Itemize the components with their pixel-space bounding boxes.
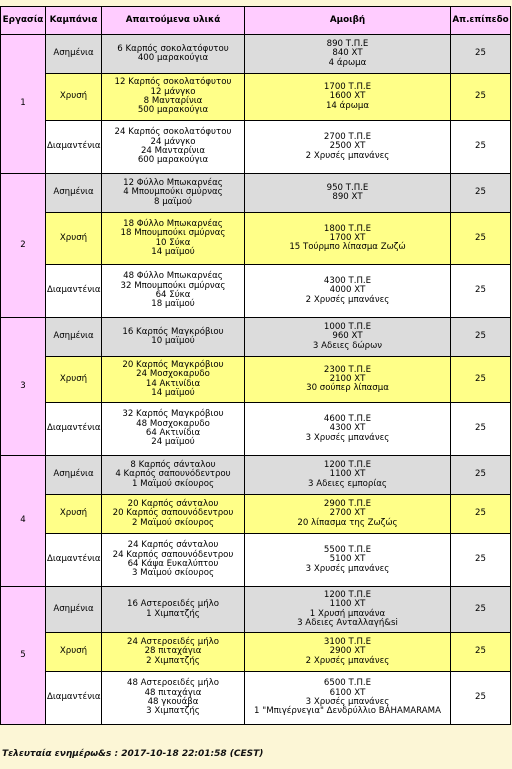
material-line: 28 πιταχάγια bbox=[144, 646, 202, 657]
material-line: 64 Κάψα Ευκαλύπτου bbox=[127, 559, 219, 569]
header-level: Απ.επίπεδο bbox=[451, 7, 511, 35]
level-cell: 25 bbox=[451, 357, 511, 403]
level-cell: 25 bbox=[451, 265, 511, 318]
reward-cell bbox=[245, 633, 451, 672]
material-line: 48 γκουάβα bbox=[147, 697, 199, 707]
reward-cell bbox=[245, 265, 451, 318]
materials-cell bbox=[102, 456, 245, 495]
level-cell: 25 bbox=[451, 213, 511, 265]
task-number: 3 bbox=[1, 318, 46, 456]
reward-cell bbox=[245, 672, 451, 725]
material-line: 24 Αστεροειδές μήλο bbox=[126, 637, 219, 648]
table-row bbox=[1, 672, 511, 725]
level-cell: 25 bbox=[451, 534, 511, 587]
table-row bbox=[1, 587, 511, 633]
reward-line: 3 Χρυσές μπανάνες bbox=[305, 432, 390, 443]
table-row bbox=[1, 403, 511, 456]
table-row bbox=[1, 495, 511, 534]
reward-line: 1200 Τ.Π.Ε bbox=[323, 589, 372, 600]
reward-cell bbox=[245, 121, 451, 174]
material-line: 12 μάνγκο bbox=[150, 86, 196, 97]
reward-cell bbox=[245, 456, 451, 495]
level-cell: 25 bbox=[451, 318, 511, 357]
reward-cell bbox=[245, 403, 451, 456]
table-row bbox=[1, 213, 511, 265]
task-number: 1 bbox=[1, 35, 46, 174]
reward-line: 3 Αδειες δώρων bbox=[312, 340, 383, 351]
reward-line: 2 Χρυσές μπανάνες bbox=[305, 655, 390, 666]
material-line: 24 μαϊμού bbox=[151, 437, 195, 448]
reward-line: 950 Τ.Π.Ε bbox=[326, 182, 369, 193]
reward-cell bbox=[245, 318, 451, 357]
reward-line: 1100 ΧΤ bbox=[329, 599, 366, 610]
material-line: 64 Ακτινίδια bbox=[145, 428, 201, 438]
campaign-cell: Ασημένια bbox=[46, 174, 102, 213]
reward-line: 1000 Τ.Π.Ε bbox=[323, 322, 372, 333]
material-line: 64 Σύκα bbox=[155, 290, 191, 300]
reward-line: 3 Αδειες Ανταλλαγή&si bbox=[297, 617, 398, 628]
level-cell: 25 bbox=[451, 587, 511, 633]
campaign-cell: Διαμαντένια bbox=[46, 534, 102, 587]
material-line: 8 Μανταρίνια bbox=[143, 96, 203, 106]
reward-line: 2500 ΧΤ bbox=[329, 141, 366, 152]
reward-line: 960 ΧΤ bbox=[332, 331, 363, 342]
level-cell: 25 bbox=[451, 174, 511, 213]
campaign-cell: Χρυσή bbox=[46, 495, 102, 534]
table-row bbox=[1, 633, 511, 672]
campaign-cell: Διαμαντένια bbox=[46, 265, 102, 318]
material-line: 24 Καρπός σάνταλου bbox=[127, 540, 219, 551]
material-line: 48 πιταχάγια bbox=[144, 687, 202, 698]
reward-line: 2900 Τ.Π.Ε bbox=[323, 499, 372, 510]
material-line: 18 Μπουμπούκι σμύρνας bbox=[120, 228, 226, 239]
table-row bbox=[1, 318, 511, 357]
material-line: 4 Καρπός σαπουνόδεντρου bbox=[115, 469, 231, 480]
materials-cell bbox=[102, 357, 245, 403]
materials-cell bbox=[102, 213, 245, 265]
reward-cell bbox=[245, 74, 451, 121]
material-line: 32 Μπουμπούκι σμύρνας bbox=[120, 280, 226, 291]
reward-line: 15 Τούρμπο λίπασμα Ζωζώ bbox=[289, 242, 406, 253]
materials-cell bbox=[102, 587, 245, 633]
material-line: 8 Καρπός σάνταλου bbox=[130, 460, 216, 471]
table-row bbox=[1, 456, 511, 495]
material-line: 24 μάνγκο bbox=[150, 136, 196, 147]
table-row bbox=[1, 534, 511, 587]
reward-line: 2900 ΧΤ bbox=[329, 646, 366, 657]
material-line: 14 μαϊμού bbox=[151, 387, 195, 398]
material-line: 3 Μαϊμού σκίουρος bbox=[131, 568, 215, 579]
materials-cell bbox=[102, 318, 245, 357]
materials-cell bbox=[102, 35, 245, 74]
table-row bbox=[1, 74, 511, 121]
reward-line: 1200 Τ.Π.Ε bbox=[323, 460, 372, 471]
campaign-cell: Ασημένια bbox=[46, 587, 102, 633]
reward-line: 4300 ΧΤ bbox=[329, 423, 366, 434]
campaign-cell: Χρυσή bbox=[46, 357, 102, 403]
campaign-cell: Χρυσή bbox=[46, 213, 102, 265]
materials-cell bbox=[102, 672, 245, 725]
material-line: 600 μαρακούγια bbox=[137, 155, 209, 166]
material-line: 24 Μανταρίνια bbox=[140, 146, 206, 156]
materials-cell bbox=[102, 633, 245, 672]
material-line: 48 Φύλλο Μπωκαρνέας bbox=[123, 271, 223, 282]
material-line: 2 Χιμπατζής bbox=[146, 655, 200, 666]
reward-line: 5100 ΧΤ bbox=[329, 554, 366, 565]
table-row bbox=[1, 35, 511, 74]
material-line: 6 Καρπός σοκολατόφυτου bbox=[117, 43, 229, 54]
material-line: 500 μαρακούγια bbox=[137, 105, 209, 116]
table-row bbox=[1, 265, 511, 318]
material-line: 48 Μοσχοκαρυδο bbox=[136, 418, 210, 429]
material-line: 16 Καρπός Μαγκρόβιου bbox=[122, 326, 224, 337]
material-line: 4 Μπουμπούκι σμύρνας bbox=[123, 187, 223, 198]
reward-line: 890 ΧΤ bbox=[332, 192, 363, 202]
reward-line: 4300 Τ.Π.Ε bbox=[323, 276, 372, 287]
quest-table bbox=[0, 6, 511, 725]
material-line: 48 Αστεροειδές μήλο bbox=[126, 678, 219, 689]
material-line: 2 Μαϊμού σκίουρος bbox=[131, 517, 215, 528]
materials-cell bbox=[102, 174, 245, 213]
reward-line: 2700 ΧΤ bbox=[329, 508, 366, 519]
level-cell: 25 bbox=[451, 495, 511, 534]
material-line: 3 Χιμπατζής bbox=[146, 706, 200, 717]
level-cell: 25 bbox=[451, 456, 511, 495]
level-cell: 25 bbox=[451, 74, 511, 121]
campaign-cell: Διαμαντένια bbox=[46, 403, 102, 456]
campaign-cell: Ασημένια bbox=[46, 35, 102, 74]
reward-line: 2 Χρυσές μπανάνες bbox=[305, 150, 390, 161]
materials-cell bbox=[102, 265, 245, 318]
material-line: 18 Φύλλο Μπωκαρνέας bbox=[123, 218, 223, 229]
reward-line: 1 "Μπιγέρνεγια" Δενδρύλλιο BAHAMARAMA bbox=[254, 706, 441, 717]
header-row bbox=[1, 7, 511, 35]
reward-line: 1700 ΧΤ bbox=[329, 232, 366, 243]
material-line: 1 Χιμπατζής bbox=[146, 608, 200, 619]
reward-line: 4600 Τ.Π.Ε bbox=[323, 414, 372, 425]
header-task: Εργασία bbox=[1, 7, 46, 35]
reward-cell bbox=[245, 357, 451, 403]
material-line: 20 Καρπός σάνταλου bbox=[127, 499, 219, 510]
campaign-cell: Διαμαντένια bbox=[46, 672, 102, 725]
reward-line: 6100 ΧΤ bbox=[329, 687, 366, 698]
campaign-cell: Χρυσή bbox=[46, 74, 102, 121]
reward-cell bbox=[245, 495, 451, 534]
reward-line: 3 Χρυσές μπανάνες bbox=[305, 697, 390, 707]
reward-line: 2 Χρυσές μπανάνες bbox=[305, 294, 390, 305]
campaign-cell: Ασημένια bbox=[46, 318, 102, 357]
reward-line: 2300 Τ.Π.Ε bbox=[323, 364, 372, 375]
material-line: 12 Καρπός σοκολατόφυτου bbox=[114, 77, 232, 88]
task-number: 5 bbox=[1, 587, 46, 725]
material-line: 400 μαρακούγια bbox=[137, 53, 209, 63]
reward-line: 4000 ΧΤ bbox=[329, 285, 366, 296]
campaign-cell: Ασημένια bbox=[46, 456, 102, 495]
material-line: 14 Ακτινίδια bbox=[145, 378, 201, 389]
materials-cell bbox=[102, 495, 245, 534]
header-reward: Αμοιβή bbox=[245, 7, 451, 35]
reward-line: 5500 Τ.Π.Ε bbox=[323, 545, 372, 556]
materials-cell bbox=[102, 403, 245, 456]
reward-line: 3 Χρυσές μπανάνες bbox=[305, 563, 390, 574]
table-row bbox=[1, 174, 511, 213]
reward-line: 6500 Τ.Π.Ε bbox=[323, 678, 372, 689]
material-line: 10 Σύκα bbox=[155, 237, 191, 248]
campaign-cell: Χρυσή bbox=[46, 633, 102, 672]
reward-line: 1100 ΧΤ bbox=[329, 469, 366, 480]
materials-cell bbox=[102, 534, 245, 587]
material-line: 24 Καρπός σαπουνόδεντρου bbox=[112, 549, 234, 560]
reward-line: 890 Τ.Π.Ε bbox=[326, 39, 369, 50]
reward-line: 20 λίπασμα της Ζωζώς bbox=[297, 517, 398, 528]
reward-cell bbox=[245, 35, 451, 74]
material-line: 16 Αστεροειδές μήλο bbox=[126, 599, 219, 610]
reward-cell bbox=[245, 534, 451, 587]
level-cell: 25 bbox=[451, 35, 511, 74]
header-materials: Απαιτούμενα υλικά bbox=[102, 7, 245, 35]
material-line: 18 μαϊμού bbox=[151, 299, 195, 310]
campaign-cell: Διαμαντένια bbox=[46, 121, 102, 174]
material-line: 32 Καρπός Μαγκρόβιου bbox=[122, 409, 224, 420]
reward-line: 1700 Τ.Π.Ε bbox=[323, 82, 372, 93]
material-line: 20 Καρπός σαπουνόδεντρου bbox=[112, 508, 234, 519]
reward-line: 4 άρωμα bbox=[328, 57, 367, 68]
material-line: 14 μαϊμού bbox=[151, 246, 195, 257]
level-cell: 25 bbox=[451, 672, 511, 725]
header-campaign: Καμπάνια bbox=[46, 7, 102, 35]
last-updated-footer: Τελευταία ενημέρω&s : 2017-10-18 22:01:58 (CEST) bbox=[2, 749, 264, 759]
reward-line: 1600 ΧΤ bbox=[329, 91, 366, 102]
material-line: 24 Μοσχοκαρυδο bbox=[136, 369, 210, 380]
material-line: 24 Καρπός σοκολατόφυτου bbox=[114, 127, 232, 138]
materials-cell bbox=[102, 74, 245, 121]
reward-line: 3 Αδειες εμπορίας bbox=[308, 478, 387, 489]
materials-cell bbox=[102, 121, 245, 174]
reward-cell bbox=[245, 174, 451, 213]
reward-cell bbox=[245, 213, 451, 265]
reward-cell bbox=[245, 587, 451, 633]
material-line: 20 Καρπός Μαγκρόβιου bbox=[122, 359, 224, 370]
table-row bbox=[1, 121, 511, 174]
quest-table-body bbox=[1, 35, 511, 725]
material-line: 10 μαϊμού bbox=[151, 336, 195, 346]
reward-line: 840 ΧΤ bbox=[332, 48, 363, 59]
reward-line: 1 Χρυσή μπανάνα bbox=[309, 608, 386, 619]
reward-line: 14 άρωμα bbox=[325, 100, 370, 111]
reward-line: 2700 Τ.Π.Ε bbox=[323, 132, 372, 143]
material-line: 1 Μαϊμού σκίουρος bbox=[131, 478, 215, 489]
material-line: 8 μαϊμού bbox=[154, 196, 192, 207]
table-row bbox=[1, 357, 511, 403]
reward-line: 2100 ΧΤ bbox=[329, 373, 366, 384]
reward-line: 3100 Τ.Π.Ε bbox=[323, 637, 372, 648]
task-number: 2 bbox=[1, 174, 46, 318]
reward-line: 30 σούπερ λίπασμα bbox=[306, 383, 389, 394]
level-cell: 25 bbox=[451, 121, 511, 174]
task-number: 4 bbox=[1, 456, 46, 587]
reward-line: 1800 Τ.Π.Ε bbox=[323, 223, 372, 234]
level-cell: 25 bbox=[451, 633, 511, 672]
level-cell: 25 bbox=[451, 403, 511, 456]
material-line: 12 Φύλλο Μπωκαρνέας bbox=[123, 178, 223, 189]
